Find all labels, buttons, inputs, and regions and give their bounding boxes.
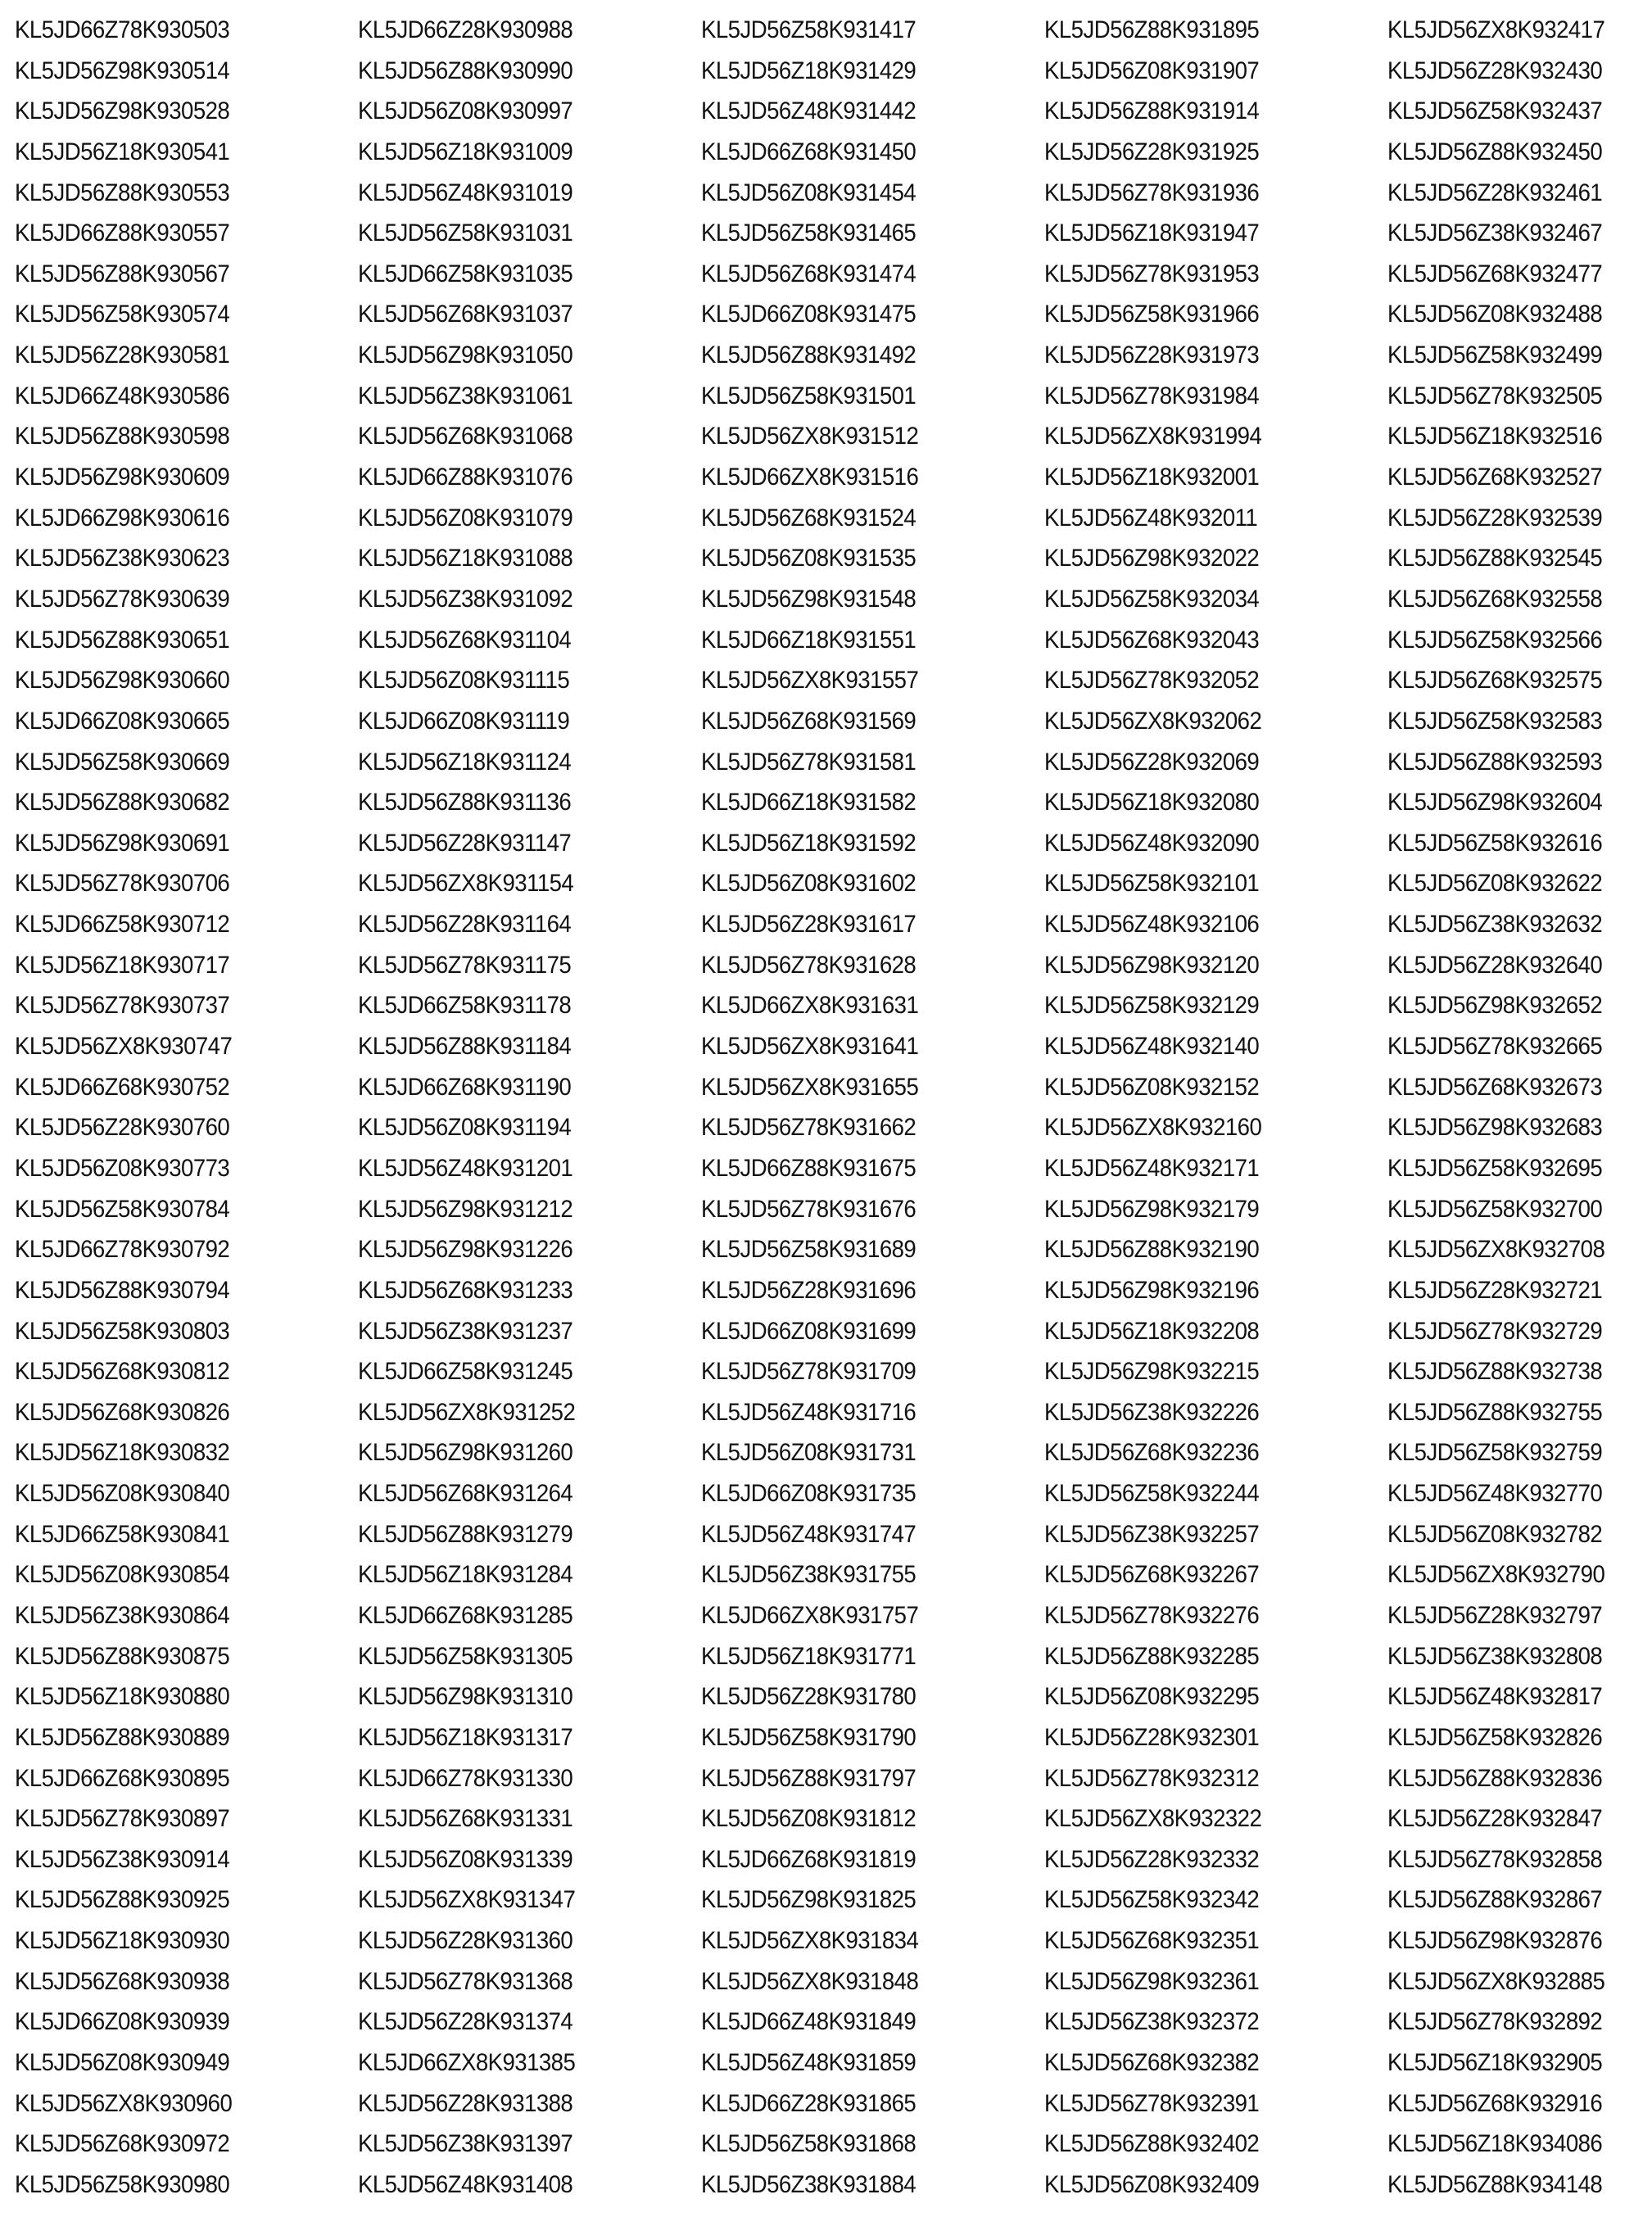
vin-cell: KL5JD56Z88K930990 xyxy=(358,57,573,84)
vin-cell: KL5JD56Z68K931068 xyxy=(358,423,573,450)
vin-cell: KL5JD56Z98K932361 xyxy=(1044,1967,1260,1995)
vin-cell: KL5JD56Z28K932069 xyxy=(1044,748,1260,776)
vin-cell: KL5JD66Z08K931119 xyxy=(358,707,570,735)
vin-cell: KL5JD56Z58K930980 xyxy=(15,2170,230,2198)
vin-cell: KL5JD56Z98K931212 xyxy=(358,1195,573,1223)
vin-cell: KL5JD56Z28K932797 xyxy=(1387,1601,1603,1629)
vin-cell: KL5JD66Z68K930752 xyxy=(15,1073,230,1101)
vin-cell: KL5JD56ZX8K930747 xyxy=(15,1033,233,1061)
vin-cell: KL5JD66Z98K930616 xyxy=(15,504,230,532)
vin-cell: KL5JD56Z68K932477 xyxy=(1387,260,1603,287)
vin-cell: KL5JD56Z58K931689 xyxy=(701,1236,917,1264)
vin-cell: KL5JD56Z58K931501 xyxy=(701,382,917,409)
vin-cell: KL5JD56Z58K932566 xyxy=(1387,626,1603,654)
vin-cell: KL5JD56Z08K931339 xyxy=(358,1845,573,1873)
vin-cell: KL5JD56ZX8K931848 xyxy=(701,1967,919,1995)
vin-cell: KL5JD56Z68K931233 xyxy=(358,1276,573,1304)
vin-cell: KL5JD66Z58K931178 xyxy=(358,992,572,1020)
vin-cell: KL5JD56Z48K931201 xyxy=(358,1154,573,1182)
vin-cell: KL5JD56Z88K934148 xyxy=(1387,2170,1603,2198)
vin-cell: KL5JD56Z58K932616 xyxy=(1387,829,1603,857)
vin-cell: KL5JD56Z58K931305 xyxy=(358,1642,573,1670)
vin-cell: KL5JD56ZX8K930960 xyxy=(15,2089,233,2117)
vin-cell: KL5JD56Z08K932782 xyxy=(1387,1520,1603,1548)
vin-cell: KL5JD66Z58K931245 xyxy=(358,1358,573,1386)
vin-cell: KL5JD56Z98K932876 xyxy=(1387,1927,1603,1955)
vin-cell: KL5JD56Z58K932437 xyxy=(1387,97,1603,125)
vin-cell: KL5JD66Z68K931285 xyxy=(358,1601,573,1629)
vin-cell: KL5JD56ZX8K931512 xyxy=(701,423,919,450)
vin-cell: KL5JD56Z78K931953 xyxy=(1044,260,1260,287)
vin-cell: KL5JD56Z88K931492 xyxy=(701,342,917,369)
vin-cell: KL5JD56Z78K932312 xyxy=(1044,1764,1260,1792)
vin-cell: KL5JD56Z88K932593 xyxy=(1387,748,1603,776)
vin-cell: KL5JD56Z38K931884 xyxy=(701,2170,917,2198)
vin-cell: KL5JD66ZX8K931757 xyxy=(701,1601,919,1629)
vin-cell: KL5JD56Z98K931825 xyxy=(701,1886,917,1914)
vin-cell: KL5JD56Z68K930938 xyxy=(15,1967,230,1995)
vin-cell: KL5JD56Z88K931895 xyxy=(1044,16,1260,43)
vin-cell: KL5JD56Z88K932545 xyxy=(1387,545,1603,572)
vin-cell: KL5JD56Z18K930541 xyxy=(15,138,230,165)
vin-cell: KL5JD56ZX8K932885 xyxy=(1387,1967,1605,1995)
vin-cell: KL5JD56Z68K932558 xyxy=(1387,585,1603,613)
vin-cell: KL5JD56Z98K932683 xyxy=(1387,1114,1603,1142)
vin-cell: KL5JD66Z68K930895 xyxy=(15,1764,230,1792)
vin-cell: KL5JD56Z08K930840 xyxy=(15,1480,230,1508)
vin-cell: KL5JD56Z68K932267 xyxy=(1044,1561,1260,1589)
vin-cell: KL5JD56Z88K930889 xyxy=(15,1723,230,1751)
vin-cell: KL5JD66Z68K931819 xyxy=(701,1845,917,1873)
vin-cell: KL5JD56Z08K932295 xyxy=(1044,1683,1260,1711)
vin-cell: KL5JD56Z78K932276 xyxy=(1044,1601,1260,1629)
vin-cell: KL5JD56Z88K931279 xyxy=(358,1520,573,1548)
vin-cell: KL5JD56ZX8K931252 xyxy=(358,1398,576,1426)
vin-cell: KL5JD56Z78K932052 xyxy=(1044,667,1260,695)
vin-cell: KL5JD56Z28K931164 xyxy=(358,911,572,939)
vin-cell: KL5JD66Z18K931582 xyxy=(701,789,917,817)
vin-cell: KL5JD56Z18K931284 xyxy=(358,1561,573,1589)
vin-cell: KL5JD56Z48K931859 xyxy=(701,2049,917,2077)
vin-cell: KL5JD56Z58K932826 xyxy=(1387,1723,1603,1751)
vin-cell: KL5JD66Z08K931699 xyxy=(701,1317,917,1345)
vin-cell: KL5JD56Z78K931368 xyxy=(358,1967,573,1995)
vin-cell: KL5JD66Z58K931035 xyxy=(358,260,573,287)
vin-cell: KL5JD56ZX8K932790 xyxy=(1387,1561,1605,1589)
vin-cell: KL5JD56Z08K931812 xyxy=(701,1805,917,1833)
vin-cell: KL5JD56Z18K931947 xyxy=(1044,219,1260,247)
vin-cell: KL5JD56ZX8K931655 xyxy=(701,1073,919,1101)
vin-cell: KL5JD56Z08K931194 xyxy=(358,1114,572,1142)
vin-cell: KL5JD56Z38K931092 xyxy=(358,585,573,613)
vin-cell: KL5JD56Z68K932236 xyxy=(1044,1439,1260,1467)
vin-cell: KL5JD56Z38K930914 xyxy=(15,1845,230,1873)
vin-cell: KL5JD56Z58K932129 xyxy=(1044,992,1260,1020)
vin-cell: KL5JD66Z78K931330 xyxy=(358,1764,573,1792)
vin-cell: KL5JD56Z08K931115 xyxy=(358,667,570,695)
vin-cell: KL5JD56Z48K931442 xyxy=(701,97,917,125)
vin-cell: KL5JD56Z18K931771 xyxy=(701,1642,917,1670)
vin-cell: KL5JD56Z88K931184 xyxy=(358,1033,572,1061)
vin-cell: KL5JD56Z38K931061 xyxy=(358,382,573,409)
vin-cell: KL5JD56Z58K932034 xyxy=(1044,585,1260,613)
vin-cell: KL5JD56Z18K930717 xyxy=(15,951,230,979)
vin-cell: KL5JD56Z18K931009 xyxy=(358,138,573,165)
vin-cell: KL5JD56Z38K932372 xyxy=(1044,2008,1260,2036)
vin-cell: KL5JD66Z88K930557 xyxy=(15,219,230,247)
vin-cell: KL5JD66Z88K931076 xyxy=(358,464,573,491)
vin-cell: KL5JD66Z28K930988 xyxy=(358,16,573,43)
vin-cell: KL5JD56Z68K932527 xyxy=(1387,464,1603,491)
vin-cell: KL5JD56Z58K932700 xyxy=(1387,1195,1603,1223)
vin-cell: KL5JD56Z28K931780 xyxy=(701,1683,917,1711)
vin-cell: KL5JD66Z08K931475 xyxy=(701,301,917,328)
vin-cell: KL5JD56Z88K930925 xyxy=(15,1886,230,1914)
vin-cell: KL5JD56Z58K930669 xyxy=(15,748,230,776)
vin-cell: KL5JD56Z38K932808 xyxy=(1387,1642,1603,1670)
vin-cell: KL5JD56Z98K930514 xyxy=(15,57,230,84)
vin-cell: KL5JD56Z18K932905 xyxy=(1387,2049,1603,2077)
vin-cell: KL5JD66Z28K931865 xyxy=(701,2089,917,2117)
vin-cell: KL5JD56ZX8K932322 xyxy=(1044,1805,1262,1833)
vin-cell: KL5JD56Z28K931147 xyxy=(358,829,572,857)
vin-cell: KL5JD56Z18K930930 xyxy=(15,1927,230,1955)
vin-cell: KL5JD56Z28K932640 xyxy=(1387,951,1603,979)
vin-cell: KL5JD56Z58K931790 xyxy=(701,1723,917,1751)
vin-cell: KL5JD56Z28K930581 xyxy=(15,342,230,369)
vin-cell: KL5JD56Z08K931454 xyxy=(701,179,917,206)
vin-cell: KL5JD56Z18K932001 xyxy=(1044,464,1260,491)
vin-cell: KL5JD66Z78K930503 xyxy=(15,16,230,43)
vin-cell: KL5JD56Z18K931429 xyxy=(701,57,917,84)
vin-cell: KL5JD56Z98K931050 xyxy=(358,342,573,369)
vin-cell: KL5JD66Z18K931551 xyxy=(701,626,917,654)
vin-cell: KL5JD56Z48K931747 xyxy=(701,1520,917,1548)
vin-cell: KL5JD56Z18K932208 xyxy=(1044,1317,1260,1345)
vin-cell: KL5JD56Z28K932539 xyxy=(1387,504,1603,532)
vin-cell: KL5JD56Z98K931548 xyxy=(701,585,917,613)
vin-cell: KL5JD56Z28K932301 xyxy=(1044,1723,1260,1751)
vin-cell: KL5JD56Z98K931226 xyxy=(358,1236,573,1264)
vin-cell: KL5JD56Z98K932215 xyxy=(1044,1358,1260,1386)
vin-cell: KL5JD56Z78K931676 xyxy=(701,1195,917,1223)
vin-cell: KL5JD56ZX8K932417 xyxy=(1387,16,1605,43)
vin-cell: KL5JD56Z98K930691 xyxy=(15,829,230,857)
vin-cell: KL5JD56Z48K932140 xyxy=(1044,1033,1260,1061)
vin-cell: KL5JD56Z88K932836 xyxy=(1387,1764,1603,1792)
vin-cell: KL5JD56Z08K931602 xyxy=(701,870,917,898)
vin-cell: KL5JD56Z08K930854 xyxy=(15,1561,230,1589)
vin-cell: KL5JD56Z88K931914 xyxy=(1044,97,1260,125)
vin-cell: KL5JD56Z78K932858 xyxy=(1387,1845,1603,1873)
vin-cell: KL5JD56Z48K932770 xyxy=(1387,1480,1603,1508)
vin-cell: KL5JD56ZX8K931154 xyxy=(358,870,574,898)
vin-cell: KL5JD56Z88K930794 xyxy=(15,1276,230,1304)
vin-cell: KL5JD56Z68K931569 xyxy=(701,707,917,735)
vin-cell: KL5JD56ZX8K932160 xyxy=(1044,1114,1262,1142)
vin-cell: KL5JD56Z68K930812 xyxy=(15,1358,230,1386)
vin-cell: KL5JD56Z68K932575 xyxy=(1387,667,1603,695)
vin-cell: KL5JD56Z88K930567 xyxy=(15,260,230,287)
vin-cell: KL5JD56Z88K932450 xyxy=(1387,138,1603,165)
vin-cell: KL5JD56Z48K932171 xyxy=(1044,1154,1260,1182)
vin-cell: KL5JD56Z48K932106 xyxy=(1044,911,1260,939)
vin-cell: KL5JD56Z48K932011 xyxy=(1044,504,1258,532)
vin-cell: KL5JD56Z58K932695 xyxy=(1387,1154,1603,1182)
vin-cell: KL5JD56Z28K931696 xyxy=(701,1276,917,1304)
vin-cell: KL5JD56Z18K931124 xyxy=(358,748,572,776)
vin-cell: KL5JD56Z08K931535 xyxy=(701,545,917,572)
vin-cell: KL5JD56Z28K931973 xyxy=(1044,342,1260,369)
vin-cell: KL5JD56Z78K932505 xyxy=(1387,382,1603,409)
vin-cell: KL5JD56Z98K932196 xyxy=(1044,1276,1260,1304)
vin-cell: KL5JD56Z48K931408 xyxy=(358,2170,573,2198)
vin-cell: KL5JD56Z28K930760 xyxy=(15,1114,230,1142)
vin-cell: KL5JD56Z78K931662 xyxy=(701,1114,917,1142)
vin-cell: KL5JD56Z88K930682 xyxy=(15,789,230,817)
vin-cell: KL5JD66ZX8K931385 xyxy=(358,2049,576,2077)
vin-table xyxy=(15,10,1652,2206)
vin-cell: KL5JD56Z58K931417 xyxy=(701,16,917,43)
vin-cell: KL5JD56Z58K930574 xyxy=(15,301,230,328)
vin-cell: KL5JD56Z28K931617 xyxy=(701,911,917,939)
vin-cell: KL5JD56Z58K932342 xyxy=(1044,1886,1260,1914)
vin-cell: KL5JD56Z28K931925 xyxy=(1044,138,1260,165)
vin-cell: KL5JD66Z48K931849 xyxy=(701,2008,917,2036)
vin-cell: KL5JD56Z68K932382 xyxy=(1044,2049,1260,2077)
vin-cell: KL5JD56Z18K932516 xyxy=(1387,423,1603,450)
vin-cell: KL5JD56Z78K932892 xyxy=(1387,2008,1603,2036)
vin-cell: KL5JD56Z68K932351 xyxy=(1044,1927,1260,1955)
vin-cell: KL5JD56Z38K931397 xyxy=(358,2130,573,2158)
vin-cell: KL5JD56Z88K932190 xyxy=(1044,1236,1260,1264)
vin-cell: KL5JD66Z68K931450 xyxy=(701,138,917,165)
vin-cell: KL5JD56Z48K931019 xyxy=(358,179,573,206)
vin-cell: KL5JD56Z78K931175 xyxy=(358,951,572,979)
vin-cell: KL5JD56Z98K932604 xyxy=(1387,789,1603,817)
vin-cell: KL5JD56Z38K930864 xyxy=(15,1601,230,1629)
vin-cell: KL5JD56ZX8K932062 xyxy=(1044,707,1262,735)
vin-cell: KL5JD56Z38K931237 xyxy=(358,1317,573,1345)
vin-cell: KL5JD56Z48K931716 xyxy=(701,1398,917,1426)
vin-cell: KL5JD56Z28K931374 xyxy=(358,2008,573,2036)
vin-cell: KL5JD66Z58K930712 xyxy=(15,911,230,939)
vin-cell: KL5JD66Z08K930939 xyxy=(15,2008,230,2036)
vin-cell: KL5JD56Z88K932402 xyxy=(1044,2130,1260,2158)
vin-cell: KL5JD56Z68K931474 xyxy=(701,260,917,287)
vin-cell: KL5JD56Z78K931628 xyxy=(701,951,917,979)
vin-cell: KL5JD56Z38K932467 xyxy=(1387,219,1603,247)
vin-cell: KL5JD56Z68K931524 xyxy=(701,504,917,532)
vin-cell: KL5JD56Z18K931088 xyxy=(358,545,573,572)
vin-cell: KL5JD56Z08K932488 xyxy=(1387,301,1603,328)
vin-cell: KL5JD56Z78K931709 xyxy=(701,1358,917,1386)
vin-cell: KL5JD56Z58K931966 xyxy=(1044,301,1260,328)
vin-cell: KL5JD56Z18K930880 xyxy=(15,1683,230,1711)
vin-cell: KL5JD56Z38K931755 xyxy=(701,1561,917,1589)
vin-cell: KL5JD56Z08K930997 xyxy=(358,97,573,125)
vin-cell: KL5JD56Z28K931388 xyxy=(358,2089,573,2117)
vin-cell: KL5JD56Z08K932409 xyxy=(1044,2170,1260,2198)
vin-cell: KL5JD56Z08K931079 xyxy=(358,504,573,532)
vin-cell: KL5JD66Z58K930841 xyxy=(15,1520,230,1548)
vin-cell: KL5JD56Z88K930875 xyxy=(15,1642,230,1670)
vin-cell: KL5JD56Z78K931936 xyxy=(1044,179,1260,206)
vin-cell: KL5JD56Z58K931031 xyxy=(358,219,573,247)
vin-cell: KL5JD56Z28K931360 xyxy=(358,1927,573,1955)
vin-cell: KL5JD56Z88K932755 xyxy=(1387,1398,1603,1426)
vin-cell: KL5JD56Z68K932043 xyxy=(1044,626,1260,654)
vin-cell: KL5JD56Z08K931731 xyxy=(701,1439,917,1467)
vin-cell: KL5JD56Z98K932179 xyxy=(1044,1195,1260,1223)
vin-cell: KL5JD56Z98K932652 xyxy=(1387,992,1603,1020)
vin-cell: KL5JD56Z98K932022 xyxy=(1044,545,1260,572)
vin-cell: KL5JD56Z28K932332 xyxy=(1044,1845,1260,1873)
vin-cell: KL5JD56Z08K931907 xyxy=(1044,57,1260,84)
vin-cell: KL5JD66Z68K931190 xyxy=(358,1073,572,1101)
vin-cell: KL5JD56Z78K932665 xyxy=(1387,1033,1603,1061)
vin-cell: KL5JD56Z68K930826 xyxy=(15,1398,230,1426)
vin-cell: KL5JD56Z88K930651 xyxy=(15,626,230,654)
vin-cell: KL5JD66Z08K930665 xyxy=(15,707,230,735)
vin-cell: KL5JD56Z68K930972 xyxy=(15,2130,230,2158)
vin-cell: KL5JD56Z38K932226 xyxy=(1044,1398,1260,1426)
vin-cell: KL5JD56Z98K931260 xyxy=(358,1439,573,1467)
vin-cell: KL5JD56Z38K932257 xyxy=(1044,1520,1260,1548)
vin-cell: KL5JD56Z88K930598 xyxy=(15,423,230,450)
vin-cell: KL5JD56Z78K931984 xyxy=(1044,382,1260,409)
vin-cell: KL5JD56Z98K930609 xyxy=(15,464,230,491)
vin-cell: KL5JD56ZX8K931994 xyxy=(1044,423,1262,450)
vin-cell: KL5JD56Z98K930528 xyxy=(15,97,230,125)
vin-cell: KL5JD56Z08K930949 xyxy=(15,2049,230,2077)
vin-cell: KL5JD56Z68K931331 xyxy=(358,1805,573,1833)
vin-cell: KL5JD66Z78K930792 xyxy=(15,1236,230,1264)
vin-cell: KL5JD56Z88K932738 xyxy=(1387,1358,1603,1386)
vin-cell: KL5JD56Z88K930553 xyxy=(15,179,230,206)
vin-cell: KL5JD56Z58K931465 xyxy=(701,219,917,247)
vin-cell: KL5JD56Z98K932120 xyxy=(1044,951,1260,979)
vin-cell: KL5JD56Z68K931104 xyxy=(358,626,572,654)
vin-cell: KL5JD66Z08K931735 xyxy=(701,1480,917,1508)
vin-cell: KL5JD56Z88K931797 xyxy=(701,1764,917,1792)
vin-cell: KL5JD56Z58K932499 xyxy=(1387,342,1603,369)
vin-cell: KL5JD56Z18K930832 xyxy=(15,1439,230,1467)
vin-cell: KL5JD56Z58K930784 xyxy=(15,1195,230,1223)
vin-cell: KL5JD56Z18K932080 xyxy=(1044,789,1260,817)
vin-cell: KL5JD56ZX8K932708 xyxy=(1387,1236,1605,1264)
vin-cell: KL5JD56Z68K931037 xyxy=(358,301,573,328)
vin-cell: KL5JD56Z78K931581 xyxy=(701,748,917,776)
vin-cell: KL5JD56Z78K930897 xyxy=(15,1805,230,1833)
vin-cell: KL5JD56Z38K932632 xyxy=(1387,911,1603,939)
vin-cell: KL5JD56Z48K932090 xyxy=(1044,829,1260,857)
vin-cell: KL5JD66Z88K931675 xyxy=(701,1154,917,1182)
vin-cell: KL5JD56Z18K931592 xyxy=(701,829,917,857)
vin-cell: KL5JD56Z88K931136 xyxy=(358,789,572,817)
vin-cell: KL5JD56Z68K932673 xyxy=(1387,1073,1603,1101)
vin-cell: KL5JD56ZX8K931834 xyxy=(701,1927,919,1955)
vin-cell: KL5JD56Z28K932847 xyxy=(1387,1805,1603,1833)
vin-cell: KL5JD56Z28K932721 xyxy=(1387,1276,1603,1304)
vin-cell: KL5JD56Z68K932916 xyxy=(1387,2089,1603,2117)
vin-cell: KL5JD56Z78K930706 xyxy=(15,870,230,898)
vin-cell: KL5JD56Z58K930803 xyxy=(15,1317,230,1345)
vin-cell: KL5JD56Z78K930639 xyxy=(15,585,230,613)
vin-cell: KL5JD56Z08K932622 xyxy=(1387,870,1603,898)
vin-cell: KL5JD66ZX8K931516 xyxy=(701,464,919,491)
vin-cell: KL5JD56Z08K930773 xyxy=(15,1154,230,1182)
vin-cell: KL5JD56Z58K932583 xyxy=(1387,707,1603,735)
vin-cell: KL5JD56Z28K932430 xyxy=(1387,57,1603,84)
vin-cell: KL5JD56Z38K930623 xyxy=(15,545,230,572)
vin-cell: KL5JD56Z68K931264 xyxy=(358,1480,573,1508)
vin-cell: KL5JD56Z78K932391 xyxy=(1044,2089,1260,2117)
vin-cell: KL5JD56Z98K930660 xyxy=(15,667,230,695)
vin-cell: KL5JD66ZX8K931631 xyxy=(701,992,919,1020)
vin-cell: KL5JD56Z18K934086 xyxy=(1387,2130,1603,2158)
vin-cell: KL5JD56Z78K932729 xyxy=(1387,1317,1603,1345)
vin-cell: KL5JD56Z78K930737 xyxy=(15,992,230,1020)
vin-cell: KL5JD56Z88K932285 xyxy=(1044,1642,1260,1670)
vin-cell: KL5JD56ZX8K931557 xyxy=(701,667,919,695)
vin-cell: KL5JD56Z58K932244 xyxy=(1044,1480,1260,1508)
vin-cell: KL5JD56Z88K932867 xyxy=(1387,1886,1603,1914)
vin-cell: KL5JD56Z58K932101 xyxy=(1044,870,1260,898)
vin-cell: KL5JD56Z08K932152 xyxy=(1044,1073,1260,1101)
vin-cell: KL5JD56Z58K931868 xyxy=(701,2130,917,2158)
vin-cell: KL5JD66Z48K930586 xyxy=(15,382,230,409)
vin-cell: KL5JD56Z58K932759 xyxy=(1387,1439,1603,1467)
vin-cell: KL5JD56Z98K931310 xyxy=(358,1683,573,1711)
vin-cell: KL5JD56ZX8K931641 xyxy=(701,1033,919,1061)
vin-cell: KL5JD56Z28K932461 xyxy=(1387,179,1603,206)
vin-cell: KL5JD56ZX8K931347 xyxy=(358,1886,576,1914)
vin-cell: KL5JD56Z48K932817 xyxy=(1387,1683,1603,1711)
vin-cell: KL5JD56Z18K931317 xyxy=(358,1723,573,1751)
